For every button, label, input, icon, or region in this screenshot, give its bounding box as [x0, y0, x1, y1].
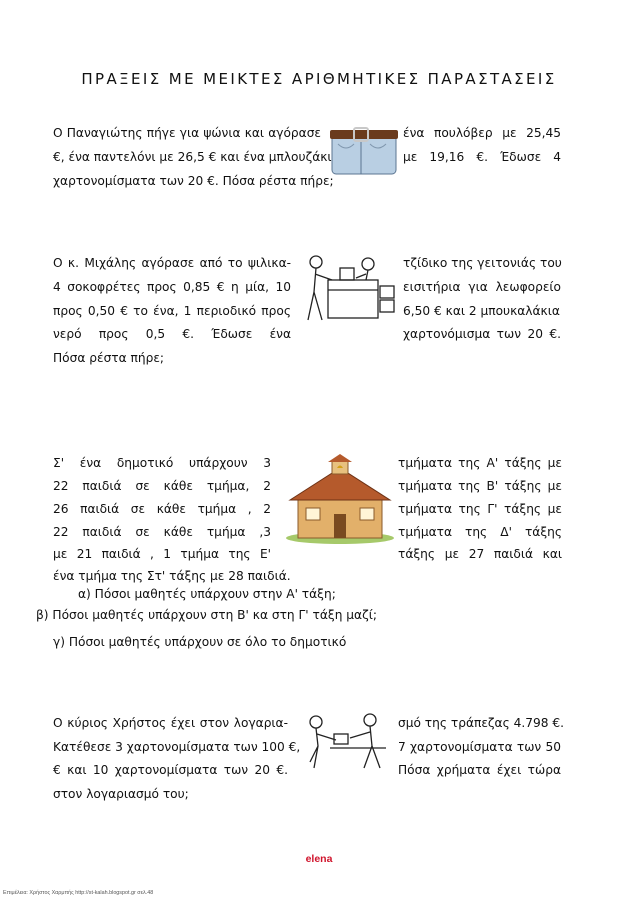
problem-2-left-line: Πόσα ρέστα πήρε;	[53, 351, 165, 365]
problem-3-left-line: ένα τμήμα της Στ' τάξης με 28 παιδιά.	[53, 569, 291, 583]
problem-3-left-line: 22 παιδιά σε κάθε τμήμα, 2	[53, 479, 271, 493]
problem-3-left-line: με 21 παιδιά , 1 τμήμα της Ε'	[53, 547, 271, 561]
credit-line: Επιμέλεια: Χρήστος Χαρμπής http://st-kalah.blogspot.gr σελ.48	[3, 890, 154, 896]
problem-3-left-line: 26 παιδιά σε κάθε τμήμα , 2	[53, 502, 271, 516]
problem-1-right-line: ένα πουλόβερ με 25,45	[403, 126, 561, 140]
problem-1-left-line: €, ένα παντελόνι με 26,5 € και ένα μπλουζάκι	[53, 150, 332, 164]
problem-3-left-line: Σ' ένα δημοτικό υπάρχουν 3	[53, 456, 271, 470]
problem-3-right-line: τμήματα της Α' τάξης με	[398, 456, 562, 470]
problem-4-left-line: Ο κύριος Χρήστος έχει στον λογαρια-	[53, 716, 288, 730]
problem-3-left-line: 22 παιδιά σε κάθε τμήμα ,3	[53, 525, 271, 539]
problem-4-left-line: στον λογαριασμό του;	[53, 787, 189, 801]
problem-3-right-line: τμήματα της Β' τάξης με	[398, 479, 562, 493]
problem-2-right-line: εισιτήρια για λεωφορείο	[403, 280, 561, 294]
problem-2-left-line: 4 σοκοφρέτες προς 0,85 € η μία, 10	[53, 280, 291, 294]
question-c: γ) Πόσοι μαθητές υπάρχουν σε όλο το δημοτικό	[53, 635, 347, 649]
jeans-belt-icon	[330, 120, 398, 176]
question-b: β) Πόσοι μαθητές υπάρχουν στη Β' κα στη Γ' τάξη μαζί;	[36, 608, 377, 622]
problem-3-right-line: τάξης με 27 παιδιά και	[398, 547, 562, 561]
problem-2-right-line: χαρτονόμισμα των 20 €.	[403, 327, 561, 341]
problem-4-right-line: Πόσα χρήματα έχει τώρα	[398, 763, 561, 777]
problem-2-left-line: προς 0,50 € το ένα, 1 περιοδικό προς	[53, 304, 291, 318]
shop-counter-icon	[298, 250, 396, 324]
problem-2-right-line: τζίδικο της γειτονιάς του	[403, 256, 562, 270]
problem-2-left-line: Ο κ. Μιχάλης αγόρασε από το ψιλικα-	[53, 256, 291, 270]
problem-4-left-line: € και 10 χαρτονομίσματα των 20 €.	[53, 763, 288, 777]
footer-author: elena	[305, 853, 333, 865]
problem-3-right-line: τμήματα της Δ' τάξης	[398, 525, 562, 539]
problem-3-right-line: τμήματα της Γ' τάξης με	[398, 502, 562, 516]
school-house-icon	[284, 454, 396, 544]
problem-1-right-line: με 19,16 €. Έδωσε 4	[403, 150, 561, 164]
problem-1-left-line: χαρτονομίσματα των 20 €. Πόσα ρέστα πήρε;	[53, 174, 334, 188]
problem-4-right-line: 7 χαρτονομίσματα των 50	[398, 740, 561, 754]
problem-1-left-line: Ο Παναγιώτης πήγε για ψώνια και αγόρασε	[53, 126, 321, 140]
problem-2-left-line: νερό προς 0,5 €. Έδωσε ένα	[53, 327, 291, 341]
problem-2-right-line: 6,50 € και 2 μπουκαλάκια	[403, 304, 560, 318]
bank-teller-icon	[300, 712, 392, 770]
problem-4-right-line: σμό της τράπεζας 4.798 €.	[398, 716, 565, 730]
problem-4-left-line: Κατέθεσε 3 χαρτονομίσματα των 100 €,	[53, 740, 301, 754]
question-a: α) Πόσοι μαθητές υπάρχουν στην Α' τάξη;	[78, 587, 336, 601]
page-title: ΠΡΑΞΕΙΣ ΜΕ ΜΕΙΚΤΕΣ ΑΡΙΘΜΗΤΙΚΕΣ ΠΑΡΑΣΤΑΣΕΙΣ	[81, 70, 557, 88]
